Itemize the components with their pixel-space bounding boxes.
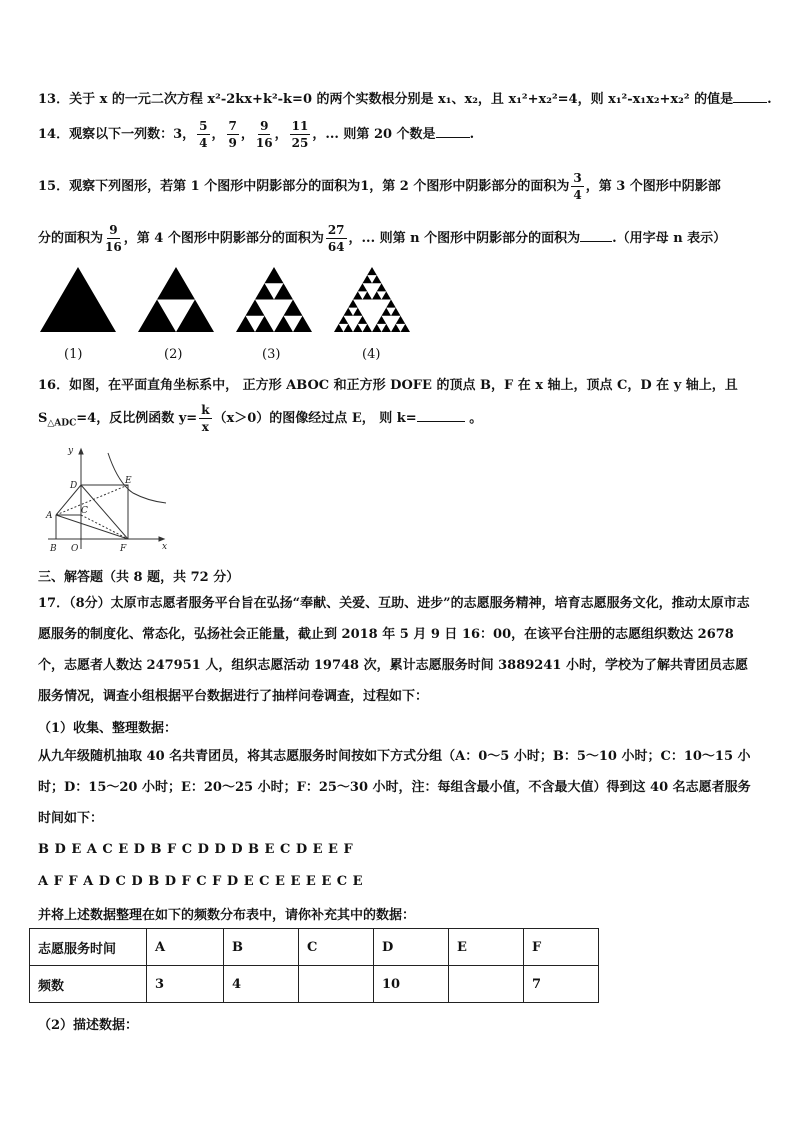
table-cell: 3 [147,966,224,1003]
figure-label: (1) [64,347,83,362]
table-cell-blank [299,966,374,1003]
fraction: $\frac{9}{16}$ [105,223,122,254]
table-cell: C [299,929,374,966]
table-cell: 10 [374,966,449,1003]
question-15-line2 [38,224,726,253]
figure-label: (2) [164,347,183,362]
step-2-heading: （2）描述数据： [38,1018,139,1033]
q15-text-6: .（用字母 n 表示） [612,231,727,246]
q16-text-3: （x＞0）的图像经过点 E， 则 k= [213,411,417,426]
data-row-1: B D E A C E D B F C D D D B E C D E E F [38,842,354,857]
data-row-2: A F F A D C D B D F C F D E C E E E E C E [38,874,364,889]
coordinate-graph [38,443,173,553]
section-heading: 三、解答题（共 8 题，共 72 分） [38,570,240,585]
table-cell: F [524,929,599,966]
q15-text: 15．观察下列图形，若第 1 个图形中阴影部分的面积为1，第 2 个图形中阴影部分的面积为 [38,179,570,194]
fraction: $\frac{k}{x}$ [201,403,210,434]
sierpinski-svg [38,262,423,342]
graph-label-y: y [68,446,74,456]
q15-text-4: ，第 4 个图形中阴影部分的面积为 [123,231,324,246]
table-cell: E [449,929,524,966]
graph-label-b: B [50,544,57,553]
question-16-line1 [38,374,738,393]
q14-text-2: ，... 则第 20 个数是 [312,127,436,142]
fraction: $\frac{3}{4}$ [573,171,582,202]
area-subscript: △ADC [47,418,77,429]
table-cell: 频数 [30,966,147,1003]
figure-label: (3) [262,347,281,362]
table-row [30,966,599,1003]
graph-label-a: A [46,511,53,521]
q15-text-3: 分的面积为 [38,231,104,246]
table-cell: 志愿服务时间 [30,929,147,966]
answer-blank [417,421,465,422]
q13-text: 13．关于 x 的一元二次方程 x²-2kx+k²-k=0 的两个实数根分别是 x₁、x₂，且 x₁²+x₂²=4，则 x₁²-x₁x₂+x₂² 的值是 [38,92,734,107]
answer-blank [436,137,470,138]
graph-label-e: E [125,476,132,486]
frequency-table [29,928,599,1003]
table-cell: A [147,929,224,966]
q15-text-2: ，第 3 个图形中阴影部 [585,179,721,194]
answer-blank [733,102,767,103]
graph-label-x: x [162,542,168,552]
q14-text: 14．观察以下一列数：3， [38,127,196,142]
table-cell: 4 [224,966,299,1003]
question-17-grouping: 从九年级随机抽取 40 名共青团员，将其志愿服务时间按如下方式分组（A：0～5 小时；B：5～10 小时；C：10～15 小时；D：15～20 小时；E：20～25 小时；F：25～30 小时，注：每组含最小值，不含最大值）得到这 40 名志愿者服务时间如下： [38,749,751,826]
fraction: $\frac{11}{25}$ [291,119,309,150]
q13-end: . [767,92,772,107]
question-16-line2 [38,404,482,433]
table-header-row [30,929,599,966]
graph-label-f: F [120,544,127,553]
area-symbol: S [38,411,48,426]
fraction: $\frac{9}{16}$ [255,119,273,150]
question-14: 14．观察以下一列数：3， $\frac{5}{4}$ ， $\frac{7}{9}$ ， $\frac{9}{16}$ ， $\frac{11}{25}$ ，... 则第 20 个数是 . [38,119,475,150]
step-1-heading: （1）收集、整理数据： [38,721,178,736]
q16-text: 16．如图，在平面直角坐标系中， 正方形 ABOC 和正方形 DOFE 的顶点 B，F 在 x 轴上，顶点 C，D 在 y 轴上，且 [38,378,738,393]
question-15-line1 [38,172,721,201]
table-cell: D [374,929,449,966]
q14-end: . [469,127,475,142]
fraction: $\frac{5}{4}$ [199,119,208,150]
answer-blank [580,241,612,242]
fraction: $\frac{27}{64}$ [327,223,345,254]
table-cell-blank [449,966,524,1003]
q15-text-5: ，... 则第 n 个图形中阴影部分的面积为 [348,231,581,246]
figure-label: (4) [362,347,381,362]
graph-label-d: D [70,481,78,491]
graph-label-c: C [81,506,88,516]
question-13 [38,88,772,107]
table-instruction: 并将上述数据整理在如下的频数分布表中，请你补充其中的数据： [38,908,416,923]
table-cell: B [224,929,299,966]
q16-end: 。 [469,411,483,426]
fraction: $\frac{7}{9}$ [228,119,237,150]
graph-label-o: O [71,544,79,553]
table-cell: 7 [524,966,599,1003]
question-17-intro: 17．（8分）太原市志愿者服务平台旨在弘扬“奉献、关爱、互助、进步”的志愿服务精神，培育志愿服务文化，推动太原市志愿服务的制度化、常态化，弘扬社会正能量，截止到 2018 年 5 月 9 日 16：00，在该平台注册的志愿组织数达 2678 个，志愿者人数达 247951 人，组织志愿活动 19748 次，累计志愿服务时间 3889241 小时，学校为了解共青团员志愿服务情况，调查小组根据平台数据进行了抽样问卷调查，过程如下： [38,596,750,704]
q16-text-2: =4，反比例函数 y= [76,411,198,426]
